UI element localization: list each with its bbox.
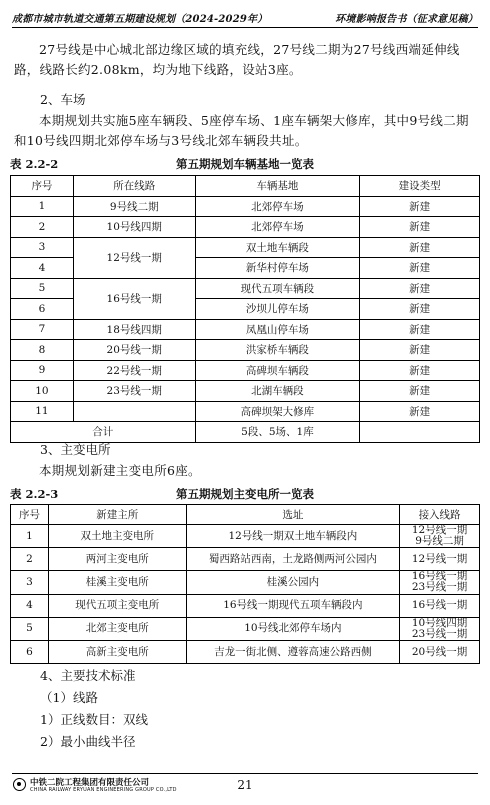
- cell-line: [73, 401, 195, 422]
- cell-base: 沙坝儿停车场: [195, 299, 360, 320]
- cell-lines: [400, 617, 480, 640]
- depot-paragraph: 本期规划共实施5座车辆段、5座停车场、1座车辆架大修库，其中9号线二期和10号线四期北郊停车场与3号线北郊车辆段共址。: [14, 113, 469, 148]
- col-header-no: 序号: [11, 176, 74, 197]
- cell-type: 新建: [360, 278, 480, 299]
- cell-no: 10: [11, 381, 74, 402]
- footer-company-name: 中铁二院工程集团有限责任公司: [30, 778, 150, 788]
- cell-no: 6: [11, 640, 49, 663]
- table-row: [11, 360, 480, 381]
- line-entry: 20号线一期: [411, 645, 468, 658]
- cell-substation: 桂溪主变电所: [48, 571, 186, 594]
- cell-no: 8: [11, 340, 74, 361]
- table-row: [11, 401, 480, 422]
- table2-caption: [10, 486, 480, 502]
- cell-line: 20号线一期: [73, 340, 195, 361]
- table-row: [11, 617, 480, 640]
- cell-no: 1: [11, 525, 49, 548]
- cell-type: 新建: [360, 319, 480, 340]
- cell-base: 北湖车辆段: [195, 381, 360, 402]
- table-row: [11, 237, 480, 258]
- cell-no: 6: [11, 299, 74, 320]
- cell-lines: [400, 640, 480, 663]
- cell-no: 7: [11, 319, 74, 340]
- cell-line: 9号线二期: [73, 196, 195, 217]
- cell-no: 11: [11, 401, 74, 422]
- header-title-left: 成都市城市轨道交通第五期建设规划（2024-2029年）: [12, 13, 268, 25]
- col-header-substation: 新建主所: [48, 505, 186, 525]
- cell-base: 现代五项车辆段: [195, 278, 360, 299]
- cell-type: 新建: [360, 258, 480, 279]
- cell-base: 北郊停车场: [195, 196, 360, 217]
- table2-title: 第五期规划主变电所一览表: [176, 487, 314, 501]
- cell-no: 5: [11, 278, 74, 299]
- col-header-no: 序号: [11, 505, 49, 525]
- table-row: [11, 319, 480, 340]
- header-divider: [12, 27, 478, 28]
- table-header-row: [11, 176, 480, 197]
- header-title-right: 环境影响报告书（征求意见稿）: [335, 13, 478, 25]
- cell-substation: 现代五项主变电所: [48, 594, 186, 617]
- cell-substation: 双土地主变电所: [48, 525, 186, 548]
- cell-no: 5: [11, 617, 49, 640]
- cell-base: 双土地车辆段: [195, 237, 360, 258]
- cell-site: 桂溪公园内: [186, 571, 400, 594]
- total-label: 合计: [11, 422, 196, 443]
- cell-type: 新建: [360, 196, 480, 217]
- line27-paragraph: 27号线是中心城北部边缘区域的填充线，27号线二期为27号线西端延伸线路，线路长约2.08km，均为地下线路，设站3座。: [14, 42, 460, 77]
- cell-no: 9: [11, 360, 74, 381]
- cell-line: 23号线一期: [73, 381, 195, 402]
- cell-line: 22号线一期: [73, 360, 195, 381]
- cell-type: 新建: [360, 299, 480, 320]
- table-row: [11, 340, 480, 361]
- cell-site: 蜀西路站西南，土龙路侧两河公园内: [186, 548, 400, 571]
- track-count-item: 1）正线数目：双线: [40, 712, 148, 727]
- cell-no: 2: [11, 217, 74, 238]
- cell-no: 2: [11, 548, 49, 571]
- cell-no: 1: [11, 196, 74, 217]
- line-entry: 12号线一期: [411, 552, 468, 565]
- depot-table: [10, 175, 480, 443]
- cell-lines: [400, 525, 480, 548]
- page-header: [12, 8, 478, 26]
- cell-line: 18号线四期: [73, 319, 195, 340]
- cell-line: 12号线一期: [73, 237, 195, 278]
- cell-lines: [400, 594, 480, 617]
- tech-standards-heading: 4、主要技术标准: [40, 668, 136, 683]
- table1-number: 表 2.2-2: [10, 157, 59, 171]
- cell-site: 10号线北郊停车场内: [186, 617, 400, 640]
- cell-type: 新建: [360, 401, 480, 422]
- cell-no: 3: [11, 571, 49, 594]
- footer-divider: [12, 773, 478, 774]
- table-row: [11, 381, 480, 402]
- cell-no: 4: [11, 594, 49, 617]
- table-row: [11, 640, 480, 663]
- cell-base: 洪家桥车辆段: [195, 340, 360, 361]
- table1-caption: [10, 156, 480, 172]
- table-row: [11, 525, 480, 548]
- cell-line: 10号线四期: [73, 217, 195, 238]
- cell-lines: [400, 571, 480, 594]
- line-entry: 9号线二期: [415, 535, 464, 548]
- total-value: 5段、5场、1库: [195, 422, 360, 443]
- table2-number: 表 2.2-3: [10, 487, 59, 501]
- col-header-site: 选址: [186, 505, 400, 525]
- cell-no: 4: [11, 258, 74, 279]
- cell-no: 3: [11, 237, 74, 258]
- line-entry: 16号线一期: [411, 599, 468, 612]
- line-entry: 16号线一期: [411, 570, 468, 583]
- cell-substation: 高新主变电所: [48, 640, 186, 663]
- cell-base: 凤凰山停车场: [195, 319, 360, 340]
- cell-type: 新建: [360, 217, 480, 238]
- table-row: [11, 594, 480, 617]
- cell-site: 吉龙一街北侧、遵蓉高速公路西侧: [186, 640, 400, 663]
- line-entry: 12号线一期: [411, 524, 468, 537]
- cell-lines: [400, 548, 480, 571]
- substation-heading: 3、主变电所: [40, 442, 111, 457]
- page-number: 21: [237, 778, 253, 792]
- line-entry: 10号线四期: [411, 616, 468, 629]
- table-row: [11, 571, 480, 594]
- table-total-row: [11, 422, 480, 443]
- cell-substation: 两河主变电所: [48, 548, 186, 571]
- table-row: [11, 278, 480, 299]
- cell-type: 新建: [360, 237, 480, 258]
- table-row: [11, 217, 480, 238]
- col-header-base: 车辆基地: [195, 176, 360, 197]
- route-heading: （1）线路: [40, 690, 98, 705]
- substation-table: [10, 504, 480, 664]
- table1-title: 第五期规划车辆基地一览表: [176, 157, 314, 171]
- min-curve-radius-item: 2）最小曲线半径: [40, 734, 136, 749]
- cell-base: 北郊停车场: [195, 217, 360, 238]
- line-entry: 23号线一期: [411, 627, 468, 640]
- cell-type: 新建: [360, 360, 480, 381]
- table-row: [11, 548, 480, 571]
- cell-type: 新建: [360, 340, 480, 361]
- depot-heading: 2、车场: [40, 92, 86, 107]
- col-header-line: 所在线路: [73, 176, 195, 197]
- cell-site: 12号线一期双土地车辆段内: [186, 525, 400, 548]
- cell-site: 16号线一期现代五项车辆段内: [186, 594, 400, 617]
- substation-paragraph: 本期规划新建主变电所6座。: [39, 463, 201, 478]
- col-header-type: 建设类型: [360, 176, 480, 197]
- line-entry: 23号线一期: [411, 581, 468, 594]
- cell-type: 新建: [360, 381, 480, 402]
- cell-line: 16号线一期: [73, 278, 195, 319]
- table-header-row: [11, 505, 480, 525]
- cell-base: 高碑坝车辆段: [195, 360, 360, 381]
- table-row: [11, 196, 480, 217]
- cell-base: 新华村停车场: [195, 258, 360, 279]
- cell-substation: 北郊主变电所: [48, 617, 186, 640]
- footer-company-english: CHINA RAILWAY ERYUAN ENGINEERING GROUP CO.,LTD: [30, 787, 177, 793]
- cell-base: 高碑坝架大修库: [195, 401, 360, 422]
- col-header-lines: 接入线路: [400, 505, 480, 525]
- total-empty-cell: [360, 422, 480, 443]
